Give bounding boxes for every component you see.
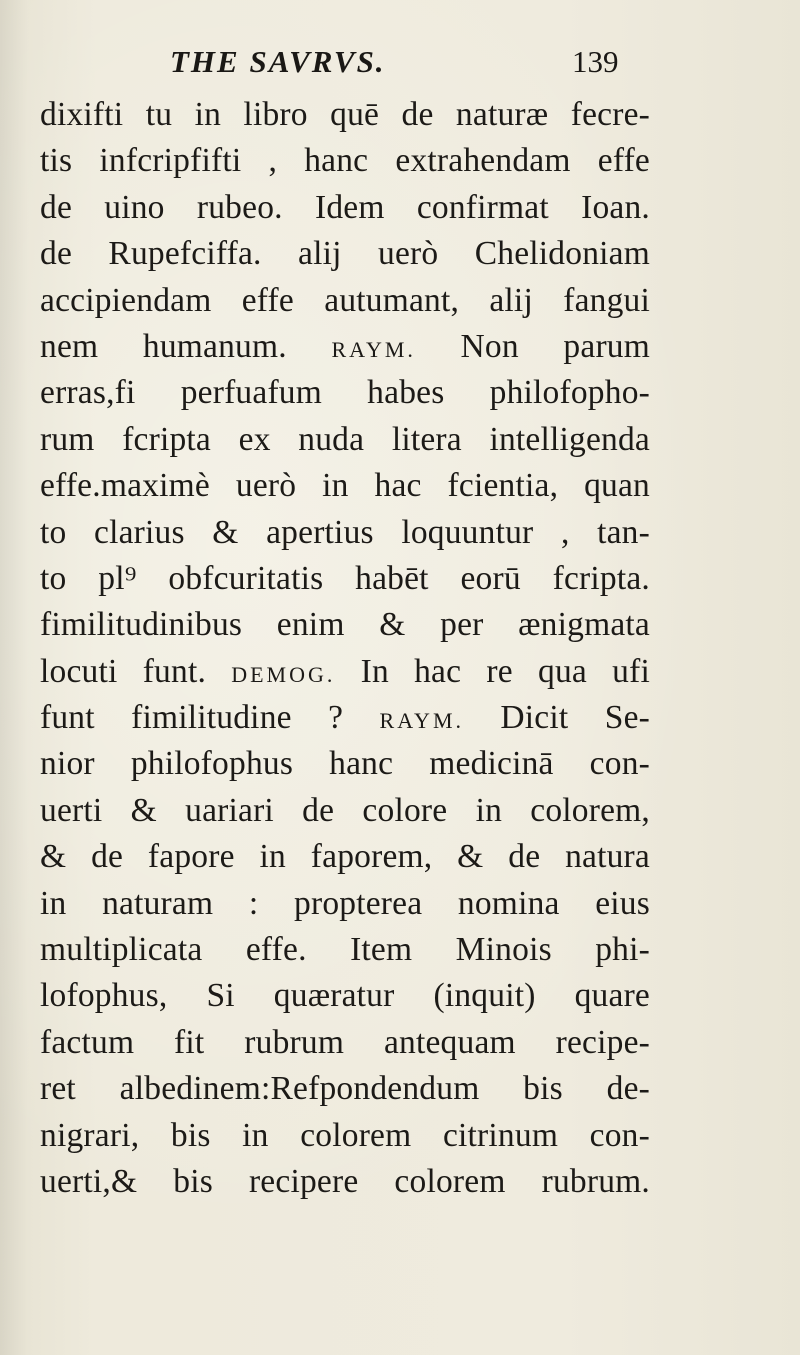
line-text: rum fcripta ex nuda litera intelligenda [40, 420, 650, 458]
body-text [40, 92, 650, 1205]
line-text: factum fit rubrum antequam recipe- [40, 1023, 650, 1061]
speaker-name: DEMOG. [231, 661, 336, 687]
text-line [40, 324, 650, 370]
line-text: funt fimilitudine ? [40, 699, 380, 737]
text-line [40, 602, 650, 648]
page-gutter-shadow [0, 0, 28, 1355]
line-text: & de fapore in faporem, & de natura [40, 838, 650, 876]
text-line [40, 278, 650, 324]
text-line [40, 231, 650, 277]
line-text: nem humanum. [40, 327, 332, 365]
text-line [40, 695, 650, 741]
text-line [40, 1020, 650, 1066]
line-text: Dicit Se- [464, 699, 650, 737]
text-line [40, 417, 650, 463]
text-line [40, 973, 650, 1019]
text-line [40, 1066, 650, 1112]
line-text: to clarius & apertius loquuntur , tan- [40, 513, 650, 551]
speaker-name: RAYM. [379, 708, 465, 734]
line-text: nior philofophus hanc medicinā con- [40, 745, 650, 783]
line-text: uerti & uariari de colore in colorem, [40, 791, 650, 829]
line-text: de uino rubeo. Idem confirmat Ioan. [40, 188, 650, 226]
line-text: lofophus, Si quæratur (inquit) quare [40, 977, 650, 1015]
text-line [40, 741, 650, 787]
text-line [40, 649, 650, 695]
text-line [40, 556, 650, 602]
running-title: THE SAVRVS. [170, 44, 386, 79]
line-text: accipiendam effe autumant, alij fangui [40, 281, 650, 319]
line-text: dixifti tu in libro quē de naturæ fecre- [40, 96, 650, 133]
line-text: fimilitudinibus enim & per ænigmata [40, 606, 650, 644]
text-line [40, 881, 650, 927]
line-text: de Rupefciffa. alij uerò Chelidoniam [40, 235, 650, 273]
line-text: ret albedinem:Refpondendum bis de- [40, 1070, 650, 1108]
text-line [40, 927, 650, 973]
line-text: to pl⁹ obfcuritatis habēt eorū fcripta. [40, 559, 650, 597]
text-line [40, 788, 650, 834]
line-text: nigrari, bis in colorem citrinum con- [40, 1116, 650, 1154]
line-text: multiplicata effe. Item Minois phi- [40, 931, 650, 969]
text-line [40, 185, 650, 231]
text-line [40, 138, 650, 184]
text-line [40, 834, 650, 880]
text-line [40, 1159, 650, 1205]
running-head [0, 40, 800, 86]
line-text: locuti funt. [40, 652, 232, 690]
page-number: 139 [572, 44, 619, 79]
text-line [40, 370, 650, 416]
line-text: In hac re qua ufi [335, 652, 650, 690]
line-text: effe.maximè uerò in hac fcientia, quan [40, 467, 650, 505]
text-line [40, 1113, 650, 1159]
line-text: tis infcripfifti , hanc extrahendam effe [40, 142, 650, 180]
line-text: uerti,& bis recipere colorem rubrum. [40, 1162, 650, 1200]
text-line [40, 92, 650, 138]
line-text: in naturam : propterea nomina eius [40, 884, 650, 922]
text-line [40, 510, 650, 556]
text-line [40, 463, 650, 509]
speaker-name: RAYM. [331, 336, 416, 362]
line-text: Non parum [415, 327, 651, 365]
line-text: erras,fi perfuafum habes philofopho- [40, 374, 650, 412]
